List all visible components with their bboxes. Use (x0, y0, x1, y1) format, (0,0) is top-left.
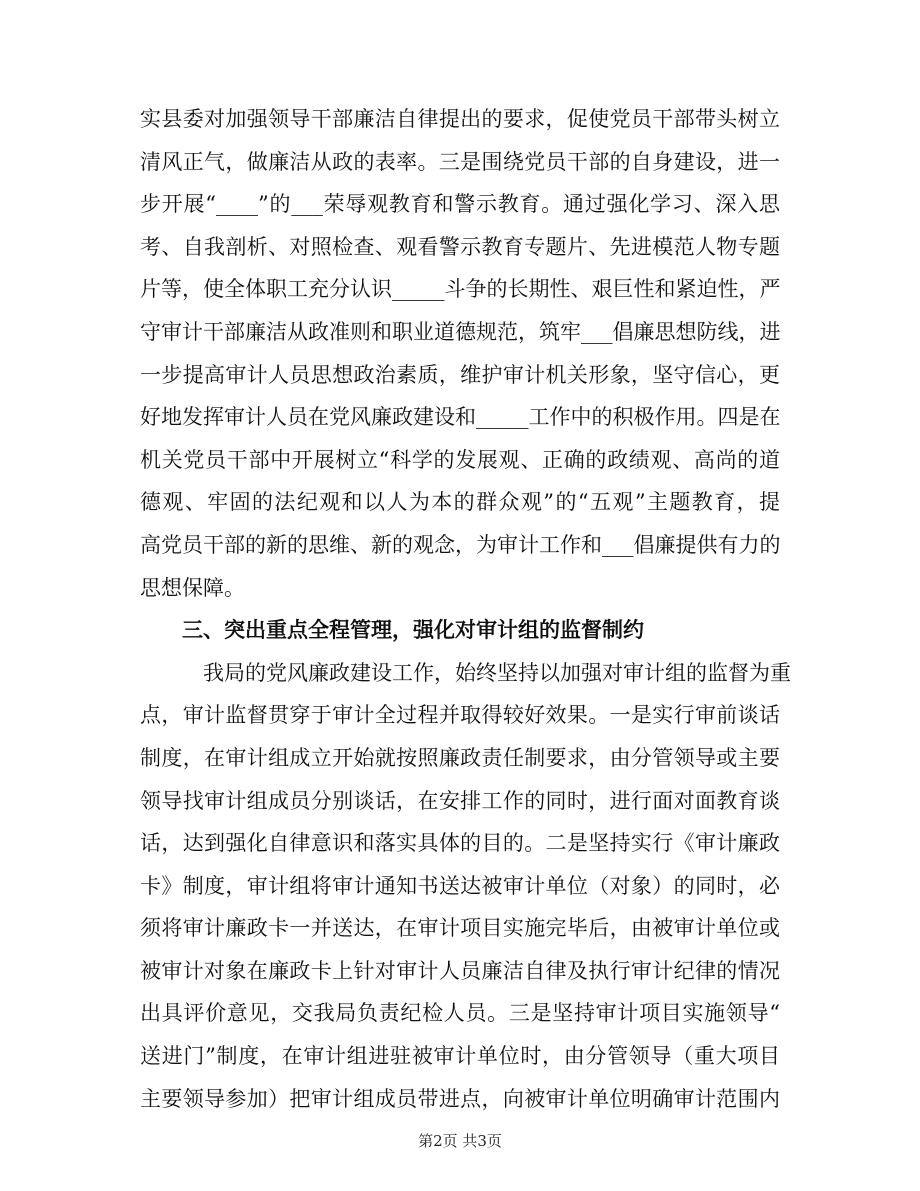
section-line: 制度，在审计组成立开始就按照廉政责任制要求，由分管领导或主要 (140, 745, 780, 770)
section-heading: 三、突出重点全程管理，强化对审计组的监督制约 (182, 617, 644, 643)
page-number-footer: 第2页 共3页 (418, 1132, 502, 1150)
body-line: 守审计干部廉洁从政准则和职业道德规范，筑牢___倡廉思想防线，进 (140, 319, 781, 344)
body-line: 高党员干部的新的思维、新的观念，为审计工作和___倡廉提供有力的 (140, 532, 781, 557)
section-line: 卡》制度，审计组将审计通知书送达被审计单位（对象）的同时，必 (140, 873, 780, 898)
body-line: 片等，使全体职工充分认识_____斗争的长期性、艰巨性和紧迫性，严 (140, 277, 781, 302)
body-line: 机关党员干部中开展树立“科学的发展观、正确的政绩观、高尚的道 (140, 447, 780, 472)
section-line: 出具评价意见，交我局负责纪检人员。三是坚持审计项目实施领导“ (140, 1001, 780, 1026)
body-line: 好地发挥审计人员在党风廉政建设和_____工作中的积极作用。四是在 (140, 405, 781, 430)
body-line: 考、自我剖析、对照检查、观看警示教育专题片、先进模范人物专题 (140, 234, 780, 259)
section-line: 点，审计监督贯穿于审计全过程并取得较好效果。一是实行审前谈话 (140, 703, 780, 728)
section-line: 送进门”制度，在审计组进驻被审计单位时，由分管领导（重大项目 (140, 1044, 780, 1069)
section-line: 主要领导参加）把审计组成员带进点，向被审计单位明确审计范围内 (140, 1086, 780, 1111)
section-line: 被审计对象在廉政卡上针对审计人员廉洁自律及执行审计纪律的情况 (140, 958, 780, 983)
body-line: 步开展“____”的___荣辱观教育和警示教育。通过强化学习、深入思 (140, 192, 780, 217)
section-line: 我局的党风廉政建设工作，始终坚持以加强对审计组的监督为重 (203, 660, 791, 685)
document-body (140, 98, 791, 1120)
section-line: 话，达到强化自律意识和落实具体的目的。二是坚持实行《审计廉政 (140, 831, 780, 856)
body-line: 实县委对加强领导干部廉洁自律提出的要求，促使党员干部带头树立 (140, 107, 780, 131)
body-line: 德观、牢固的法纪观和以人为本的群众观”的“五观”主题教育，提 (140, 490, 780, 515)
body-line: 一步提高审计人员思想政治素质，维护审计机关形象，坚守信心，更 (140, 362, 780, 387)
body-line: 清风正气，做廉洁从政的表率。三是围绕党员干部的自身建设，进一 (140, 149, 780, 174)
section-line: 须将审计廉政卡一并送达，在审计项目实施完毕后，由被审计单位或 (140, 916, 780, 941)
section-line: 领导找审计组成员分别谈话，在安排工作的同时，进行面对面教育谈 (140, 788, 780, 813)
body-line: 思想保障。 (140, 575, 245, 600)
